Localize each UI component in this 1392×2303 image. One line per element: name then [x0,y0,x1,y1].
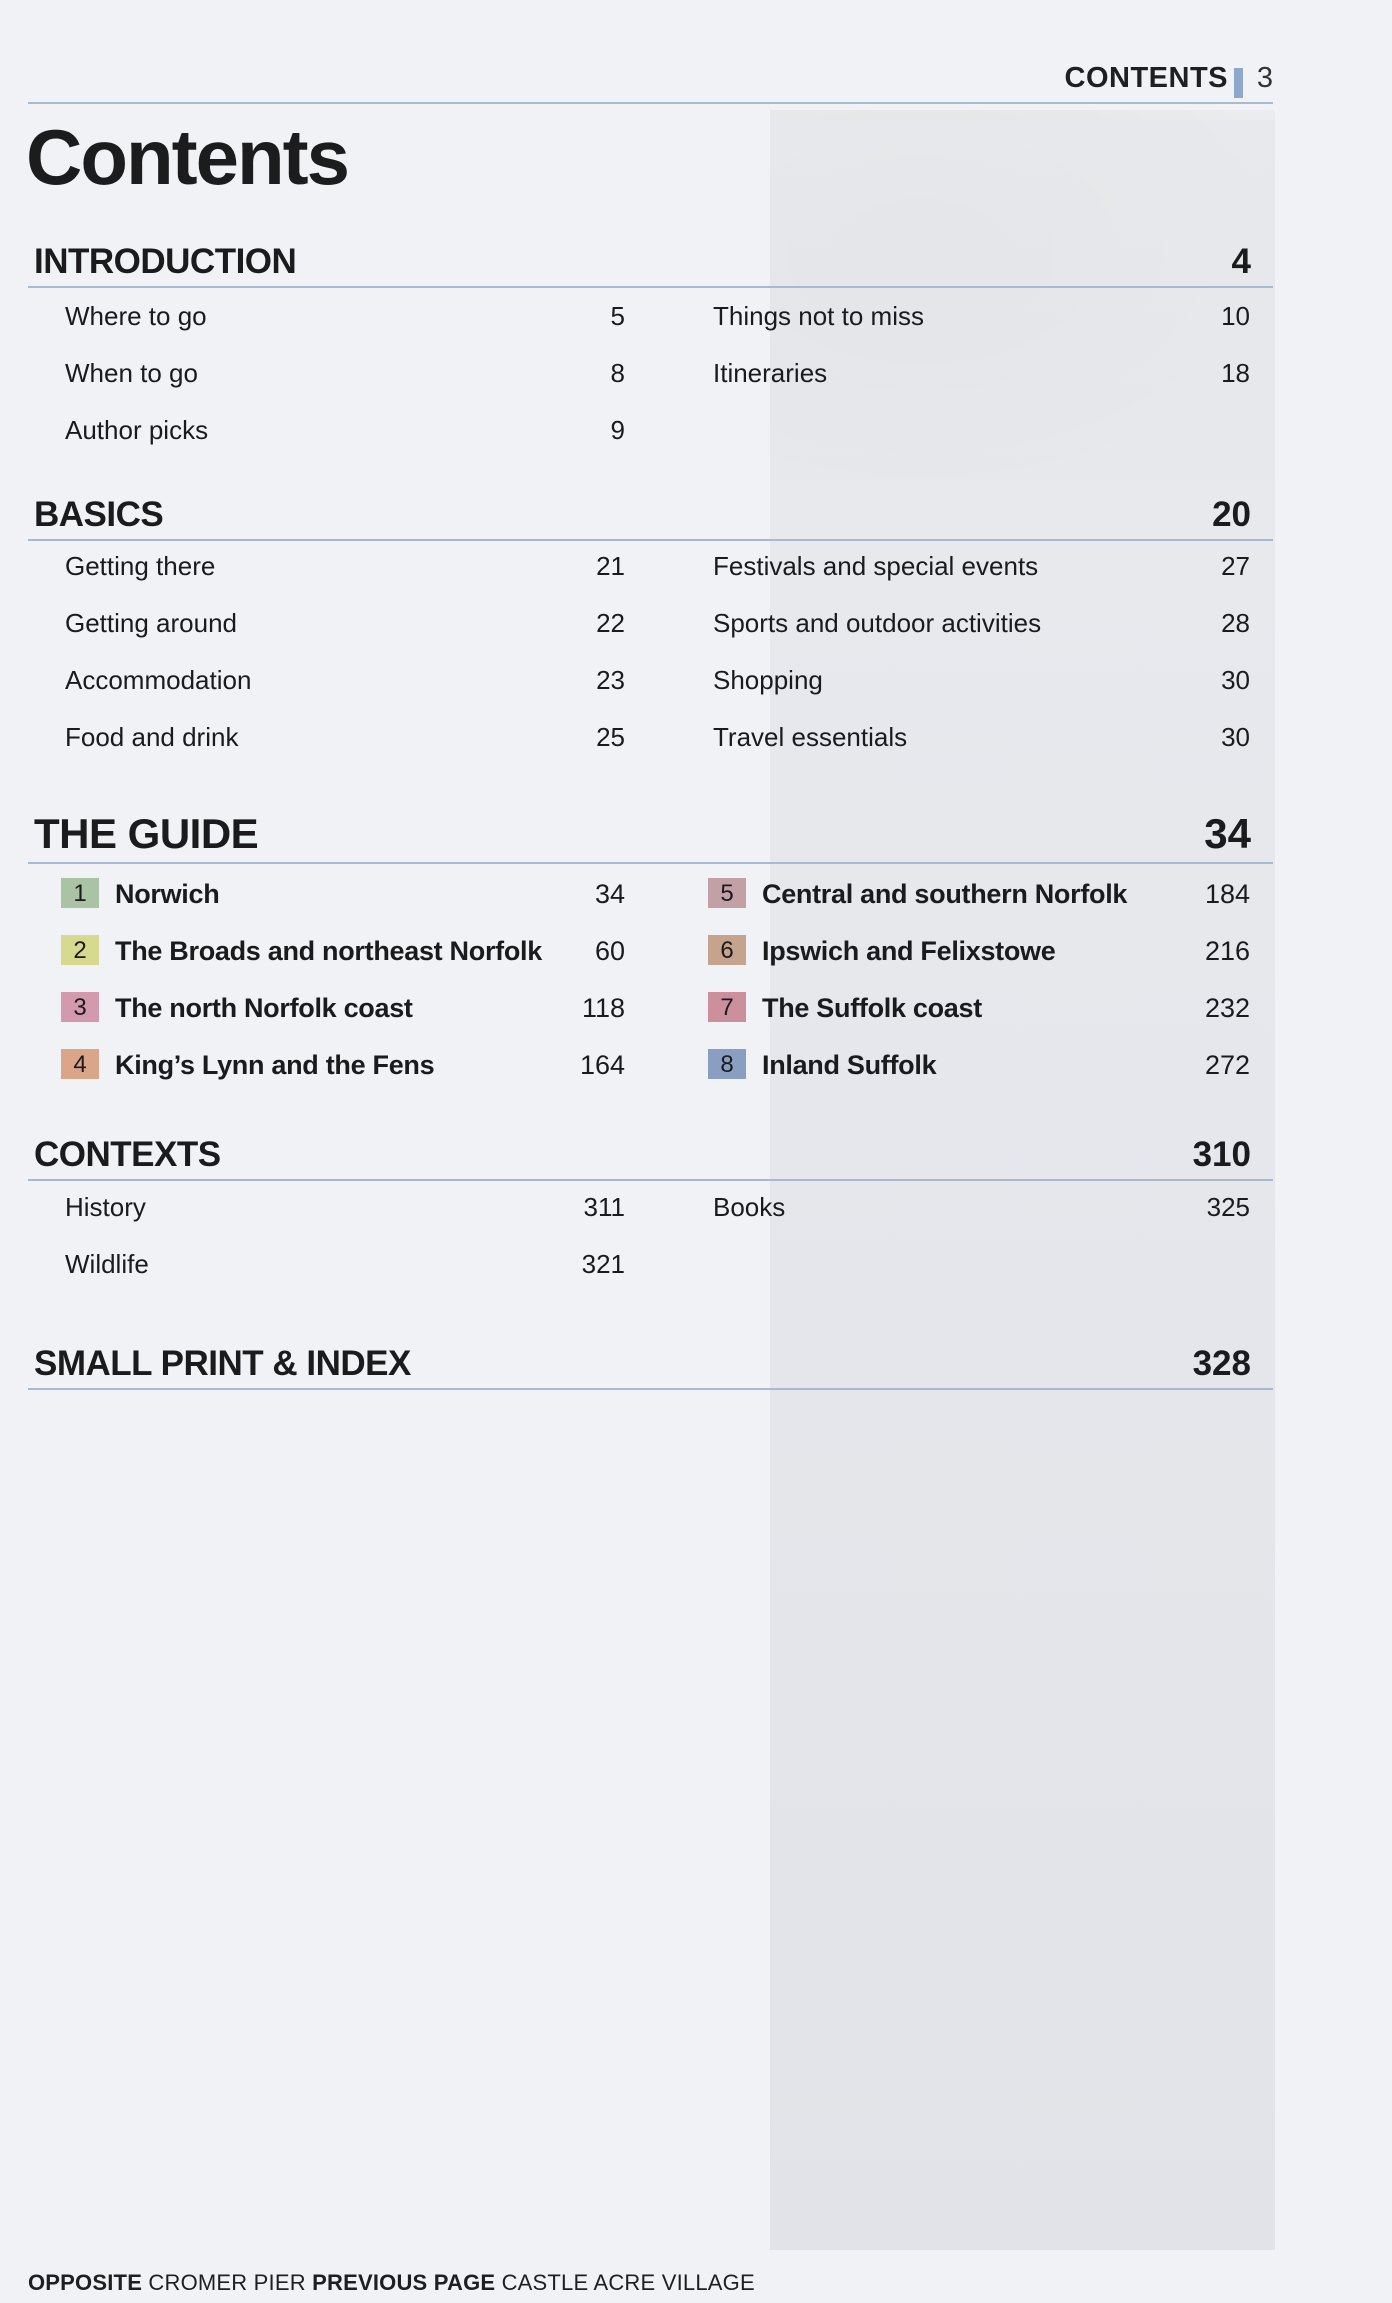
section-introduction [28,242,1273,445]
caption-value-previous: CASTLE ACRE VILLAGE [501,2270,755,2295]
chapter-title: The Suffolk coast [762,993,982,1023]
section-the-guide [28,810,1273,1080]
entry-label: Author picks [65,415,209,445]
entry-page: 325 [1206,1192,1250,1222]
entry-label: Accommodation [65,665,252,695]
section-title: BASICS [34,495,164,534]
entry-label: When to go [65,358,198,388]
entry-label: History [65,1192,146,1222]
chapter-title: The north Norfolk coast [115,993,413,1023]
entry-page: 10 [1221,301,1250,331]
toc-entry[interactable] [65,353,625,393]
entry-label: Travel essentials [713,722,908,752]
entry-label: Getting around [65,608,238,638]
guide-chapter-entry[interactable] [61,988,625,1028]
toc-entry[interactable] [713,546,1250,586]
entry-label: Things not to miss [713,301,924,331]
chapter-page: 34 [594,879,625,909]
page-number: 3 [1256,62,1273,94]
section-title: SMALL PRINT & INDEX [34,1344,411,1383]
section-page: 310 [1192,1135,1251,1174]
toc-entry[interactable] [65,410,625,450]
toc-entry[interactable] [65,660,625,700]
section-header [28,812,1273,864]
entry-page: 30 [1221,665,1250,695]
entry-label: Wildlife [65,1249,149,1279]
toc-entry[interactable] [65,1244,625,1284]
section-title: THE GUIDE [34,810,259,857]
chapter-title: Central and southern Norfolk [762,879,1128,909]
guide-chapter-entry[interactable] [61,931,625,971]
chapter-number-chip: 6 [708,935,746,965]
entry-label: Shopping [713,665,823,695]
caption-label-opposite: OPPOSITE [28,2270,143,2295]
toc-entry[interactable] [65,717,625,757]
entry-page: 321 [581,1249,625,1279]
chapter-page: 272 [1204,1050,1250,1080]
section-header [28,1135,1273,1181]
toc-entry[interactable] [65,603,625,643]
entry-label: Itineraries [713,358,828,388]
entry-page: 8 [610,358,625,388]
section-header [28,242,1273,288]
toc-entry[interactable] [713,353,1250,393]
chapter-number-chip: 8 [708,1049,746,1079]
guide-chapter-entry[interactable] [708,931,1250,971]
chapter-title: Ipswich and Felixstowe [762,936,1056,966]
chapter-title: King’s Lynn and the Fens [115,1050,435,1080]
page-title: Contents [26,113,348,201]
entry-label: Where to go [65,301,207,331]
chapter-page: 232 [1204,993,1250,1023]
entry-page: 22 [596,608,625,638]
section-page: 20 [1212,495,1251,534]
section-contexts [28,1135,1273,1279]
show-through-panel [770,120,1275,2250]
section-title: INTRODUCTION [34,242,297,281]
chapter-number-chip: 3 [61,992,99,1022]
entry-page: 311 [583,1192,625,1222]
chapter-number-chip: 1 [61,878,99,908]
toc-entry[interactable] [713,296,1250,336]
chapter-number-chip: 7 [708,992,746,1022]
chapter-page: 216 [1204,936,1250,966]
section-title: CONTEXTS [34,1135,221,1174]
section-page: 34 [1204,810,1251,857]
chapter-number-chip: 4 [61,1049,99,1079]
chapter-number-chip: 2 [61,935,99,965]
entry-page: 21 [596,551,625,581]
section-header [28,495,1273,541]
section-page: 4 [1231,242,1251,281]
entry-page: 25 [596,722,625,752]
chapter-page: 164 [579,1050,625,1080]
guide-chapter-entry[interactable] [708,988,1250,1028]
running-header-title: CONTENTS [1064,62,1228,94]
toc-entry[interactable] [65,296,625,336]
chapter-number-chip: 5 [708,878,746,908]
toc-entry[interactable] [65,1187,625,1227]
photo-caption-footer [28,2270,755,2296]
chapter-title: The Broads and northeast Norfolk [115,936,542,966]
entry-page: 28 [1221,608,1250,638]
entry-page: 30 [1221,722,1250,752]
entry-page: 9 [610,415,625,445]
guide-chapter-entry[interactable] [61,874,625,914]
section-page: 328 [1192,1344,1251,1383]
caption-value-opposite: CROMER PIER [148,2270,306,2295]
chapter-title: Norwich [115,879,220,909]
entry-label: Festivals and special events [713,551,1039,581]
entry-label: Books [713,1192,786,1222]
entry-page: 18 [1221,358,1250,388]
section-small-print-index[interactable] [28,1344,1273,1390]
entry-page: 23 [596,665,625,695]
toc-entry[interactable] [713,660,1250,700]
section-header [28,1344,1273,1390]
section-basics [28,495,1273,752]
header-accent-bar [1234,68,1243,98]
toc-entry[interactable] [713,717,1250,757]
toc-entry[interactable] [713,1187,1250,1227]
entry-page: 27 [1221,551,1250,581]
chapter-page: 60 [594,936,625,966]
guide-chapter-entry[interactable] [708,1045,1250,1085]
toc-entry[interactable] [713,603,1250,643]
chapter-page: 184 [1204,879,1250,909]
chapter-title: Inland Suffolk [762,1050,937,1080]
caption-label-previous: PREVIOUS PAGE [312,2270,496,2295]
entry-label: Sports and outdoor activities [713,608,1042,638]
entry-page: 5 [610,301,625,331]
entry-label: Food and drink [65,722,239,752]
running-header [28,60,1273,104]
guide-chapter-entry[interactable] [708,874,1250,914]
guide-chapter-entry[interactable] [61,1045,625,1085]
toc-entry[interactable] [65,546,625,586]
chapter-page: 118 [581,993,625,1023]
entry-label: Getting there [65,551,216,581]
